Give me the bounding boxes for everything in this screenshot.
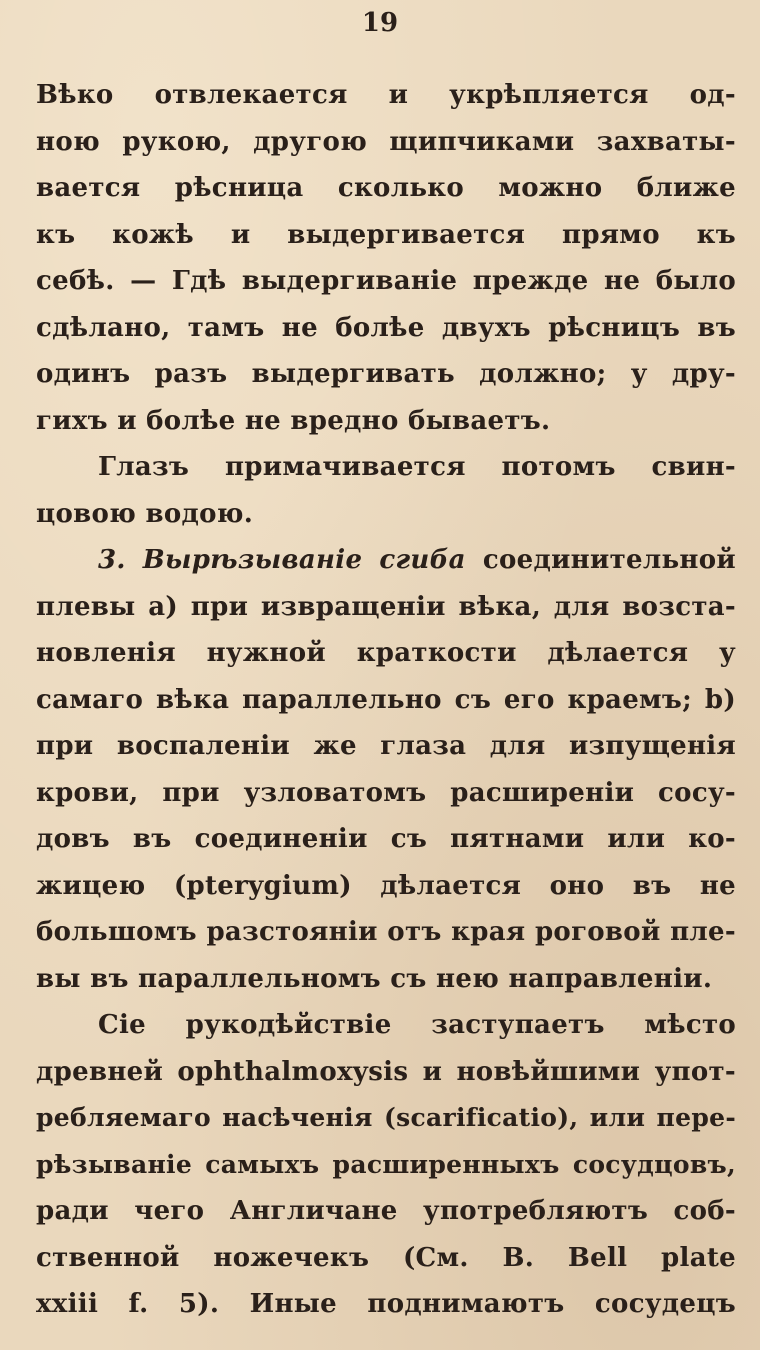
text-line: при воспаленіи же глаза для изпущенія bbox=[36, 731, 736, 761]
text-line: вы въ параллельномъ съ нею направленіи. bbox=[36, 963, 713, 994]
text-line: ради чего Англичане употребляютъ соб- bbox=[36, 1196, 736, 1226]
section-heading: 3. Вырѣзываніе сгиба bbox=[98, 545, 466, 575]
text-line: плевы а) при извращеніи вѣка, для возста- bbox=[36, 591, 736, 622]
text-line: Вѣко отвлекается и укрѣпляется од- bbox=[36, 80, 736, 110]
text-line: цовою водою. bbox=[36, 498, 254, 529]
text-line: ственной ножечекъ (См. B. Bell plate bbox=[36, 1242, 736, 1273]
text-line: къ кожѣ и выдергивается прямо къ bbox=[36, 219, 736, 250]
text-line: гихъ и болѣе не вредно бываетъ. bbox=[36, 405, 551, 436]
text-line: соединительной bbox=[482, 545, 736, 575]
text-line: вается рѣсница сколько можно ближе bbox=[36, 173, 736, 203]
text-line: рѣзываніе самыхъ расширенныхъ сосудцовъ, bbox=[36, 1149, 736, 1179]
text-line: одинъ разъ выдергивать должно; у дру- bbox=[36, 359, 736, 389]
text-line: ребляемаго насѣченія (scarificatio), или пере- bbox=[36, 1103, 736, 1132]
text-line: Глазъ примачивается потомъ свин- bbox=[98, 452, 736, 482]
page-text bbox=[36, 72, 736, 1328]
page-number: 19 bbox=[361, 8, 399, 38]
text-line: новленія нужной краткости дѣлается у bbox=[36, 638, 736, 668]
text-line: довъ въ соединеніи съ пятнами или ко- bbox=[36, 824, 736, 854]
text-line: жицею (pterygium) дѣлается оно въ не bbox=[36, 870, 736, 901]
text-line: самаго вѣка параллельно съ его краемъ; b) bbox=[36, 684, 736, 715]
text-line: себѣ. — Гдѣ выдергиваніе прежде не было bbox=[36, 266, 736, 296]
text-line: xxiii f. 5). Иные поднимаютъ сосудецъ bbox=[36, 1289, 736, 1319]
text-line: сдѣлано, тамъ не болѣе двухъ рѣсницъ въ bbox=[36, 312, 736, 343]
text-line: древней ophthalmoxysis и новѣйшими упот- bbox=[36, 1056, 736, 1087]
text-line: ною рукою, другою щипчиками захваты- bbox=[36, 126, 736, 157]
text-line: большомъ разстояніи отъ края роговой пле- bbox=[36, 917, 736, 947]
text-line: Сіе рукодѣйствіе заступаетъ мѣсто bbox=[98, 1010, 736, 1040]
text-line: крови, при узловатомъ расширеніи сосу- bbox=[36, 777, 736, 808]
section-heading-line bbox=[36, 537, 736, 584]
